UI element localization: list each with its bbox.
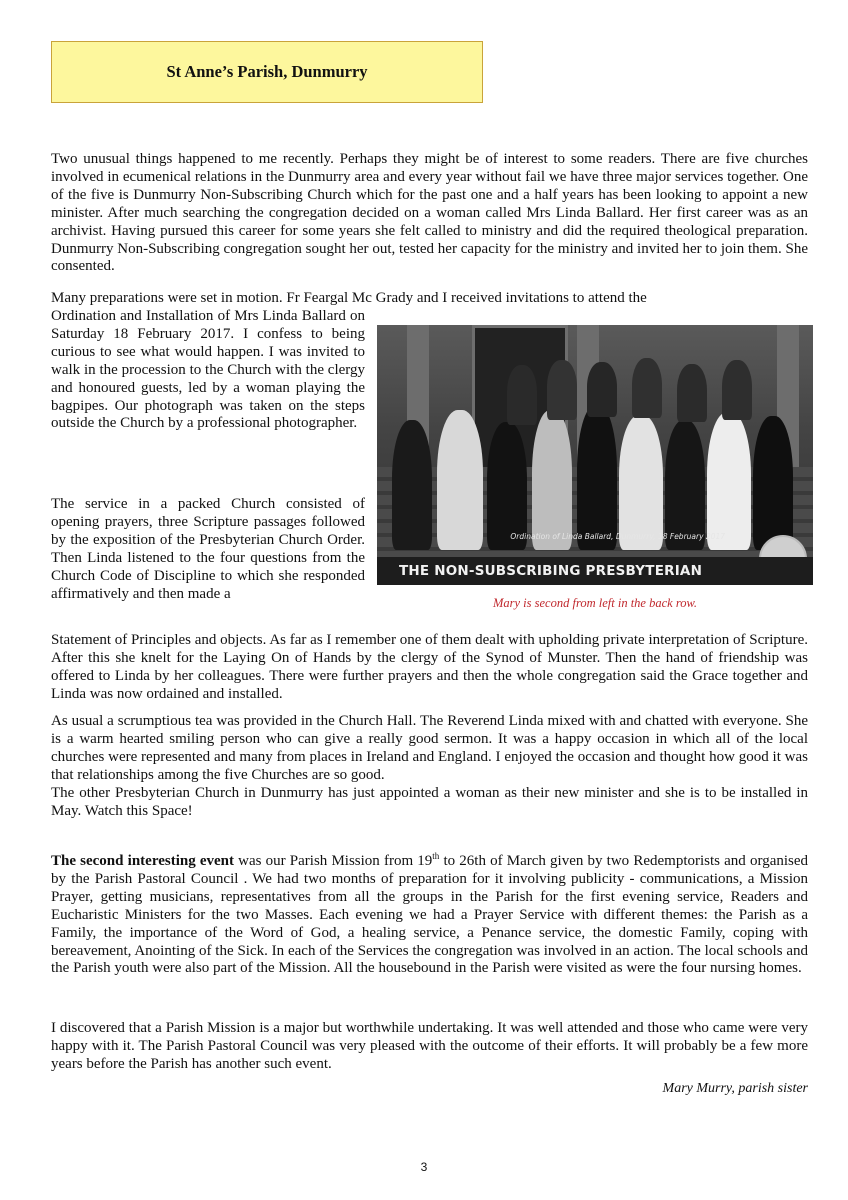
ordination-photo: [377, 325, 813, 585]
photo-banner: [377, 557, 813, 585]
photo-overlay-text: Ordination of Linda Ballard, Dunmurry, 18 February 2017: [510, 532, 725, 541]
mission-text-b: to 26th of March given by two Redemptorists and organised by the Parish Pastoral Council . We had two months of preparation for it involving publicity - communications, a Mission Prayer, getting musicians, representatives from all the groups in the Parish for the first evening service, Readers and Eucharistic Ministers for the two Masses. Each evening we had a Prayer Service with different themes: the Parish as a Family, the importance of the Word of God, a healing service, a Penance service, the domestic Family, coping with bereavement, Anointing of the Sick. In each of the Services the congregation was involved in an action. The local schools and the Parish youth were also part of the Mission. All the housebound in the Parish were visited as were the four nursing homes.: [51, 853, 809, 977]
author-signature: Mary Murry, parish sister: [662, 1081, 808, 1096]
paragraph-mission: [51, 853, 808, 978]
photo-banner-text: THE NON-SUBSCRIBING PRESBYTERIAN: [399, 563, 703, 579]
section-title-box: [51, 41, 483, 103]
mission-superscript: th: [432, 851, 440, 861]
mission-lead-bold: The second interesting event: [51, 853, 235, 869]
section-title: St Anne’s Parish, Dunmurry: [166, 62, 368, 81]
paragraph-tea: As usual a scrumptious tea was provided in the Church Hall. The Reverend Linda mixed with and chatted with everyone. She is a warm hearted smiling person who can give a really good sermon. It was a happy occasion in which all of the local churches were represented and many from places in Ireland and England. I enjoyed the occasion and thought how good it was that relationships among the five Churches are so good.: [51, 713, 808, 783]
paragraph-intro: Two unusual things happened to me recently. Perhaps they might be of interest to some readers. There are five churches involved in ecumenical relations in the Dunmurry area and every year without fail we have three major services together. One of the five is Dunmurry Non-Subscribing Church which for the past one and a half years has been looking to appoint a new minister. After much searching the congregation decided on a woman called Mrs Linda Ballard. Her first career was as an archivist. Having pursued this career for some years she felt called to ministry and did the required theological preparation. Dunmurry Non-Subscribing congregation sought her out, tested her capacity for the ministry and invited her to join them. She consented.: [51, 151, 808, 275]
page-number: 3: [420, 1160, 428, 1174]
photo-caption: Mary is second from left in the back row.: [492, 596, 698, 610]
paragraph-ordination: Ordination and Installation of Mrs Linda Ballard on Saturday 18 February 2017. I confess to being curious to see what would happen. I was invited to walk in the procession to the Church with the clergy and honoured guests, led by a woman playing the bagpipes. Our photograph was taken on the steps outside the Church by a professional photographer.: [51, 308, 365, 432]
paragraph-conclusion: I discovered that a Parish Mission is a major but worthwhile undertaking. It was well attended and those who came were very happy with it. The Parish Pastoral Council was very pleased with the outcome of their efforts. It will probably be a few more years before the Parish has another such event.: [51, 1020, 808, 1072]
mission-text-a: was our Parish Mission from 19: [234, 853, 433, 869]
paragraph-statement: Statement of Principles and objects. As far as I remember one of them dealt with upholding private interpretation of Scripture. After this she knelt for the Laying On of Hands by the clergy of the Synod of Munster. Then the hand of friendship was offered to Linda by her colleagues. There were further prayers and then the whole congregation said the Grace together and Linda was now ordained and installed.: [51, 632, 808, 702]
paragraph-preparations-line: Many preparations were set in motion. Fr Feargal Mc Grady and I received invitations to attend the: [51, 290, 647, 306]
paragraph-other-church: The other Presbyterian Church in Dunmurry has just appointed a woman as their new minister and she is to be installed in May. Watch this Space!: [51, 785, 808, 819]
group-of-people: [387, 350, 807, 555]
paragraph-service: The service in a packed Church consisted of opening prayers, three Scripture passages followed by the exposition of the Presbyterian Church Order. Then Linda listened to the four questions from the Church Code of Discipline to which she responded affirmatively and then made a: [51, 496, 365, 602]
